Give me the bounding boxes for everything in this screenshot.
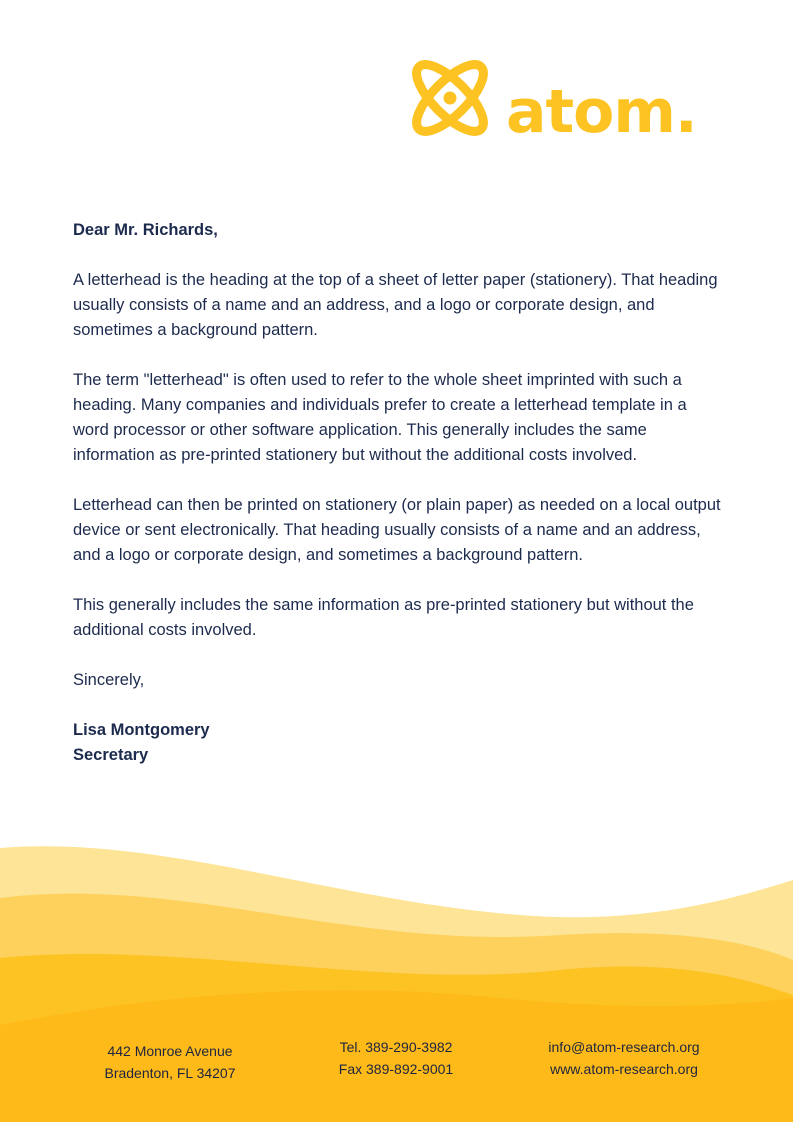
paragraph-4: This generally includes the same information as pre-printed stationery but without the additional costs involved.	[73, 596, 694, 639]
footer-address	[60, 1040, 280, 1084]
logo	[402, 52, 732, 148]
salutation: Dear Mr. Richards,	[73, 221, 218, 239]
footer-contact	[514, 1036, 734, 1080]
fax-number: Fax 389-892-9001	[338, 1061, 454, 1077]
website-link[interactable]: www.atom-research.org	[550, 1061, 698, 1077]
logo-wordmark: atom.	[506, 77, 697, 147]
signer-title: Secretary	[73, 746, 149, 764]
atom-icon	[402, 52, 498, 148]
letter-body	[73, 218, 723, 768]
closing: Sincerely,	[73, 671, 145, 689]
email-link[interactable]: info@atom-research.org	[548, 1039, 700, 1055]
paragraph-1: A letterhead is the heading at the top of a sheet of letter paper (stationery). That heading usually consists of a name and an address, and a logo or corporate design, and sometimes a background pattern.	[73, 271, 718, 339]
footer-phone	[286, 1036, 506, 1080]
address-line-2: Bradenton, FL 34207	[104, 1065, 236, 1081]
tel-number: Tel. 389-290-3982	[339, 1039, 453, 1055]
signer-name: Lisa Montgomery	[73, 721, 210, 739]
paragraph-2: The term "letterhead" is often used to refer to the whole sheet imprinted with such a heading. Many companies and individuals prefer to create a letterhead template in a word processor or other software application. This generally includes the same information as pre-printed stationery but without the additional costs involved.	[73, 371, 687, 464]
address-line-1: 442 Monroe Avenue	[107, 1043, 233, 1059]
paragraph-3: Letterhead can then be printed on stationery (or plain paper) as needed on a local output device or sent electronically. That heading usually consists of a name and an address, and a logo or corporate design, and sometimes a background pattern.	[73, 496, 721, 564]
